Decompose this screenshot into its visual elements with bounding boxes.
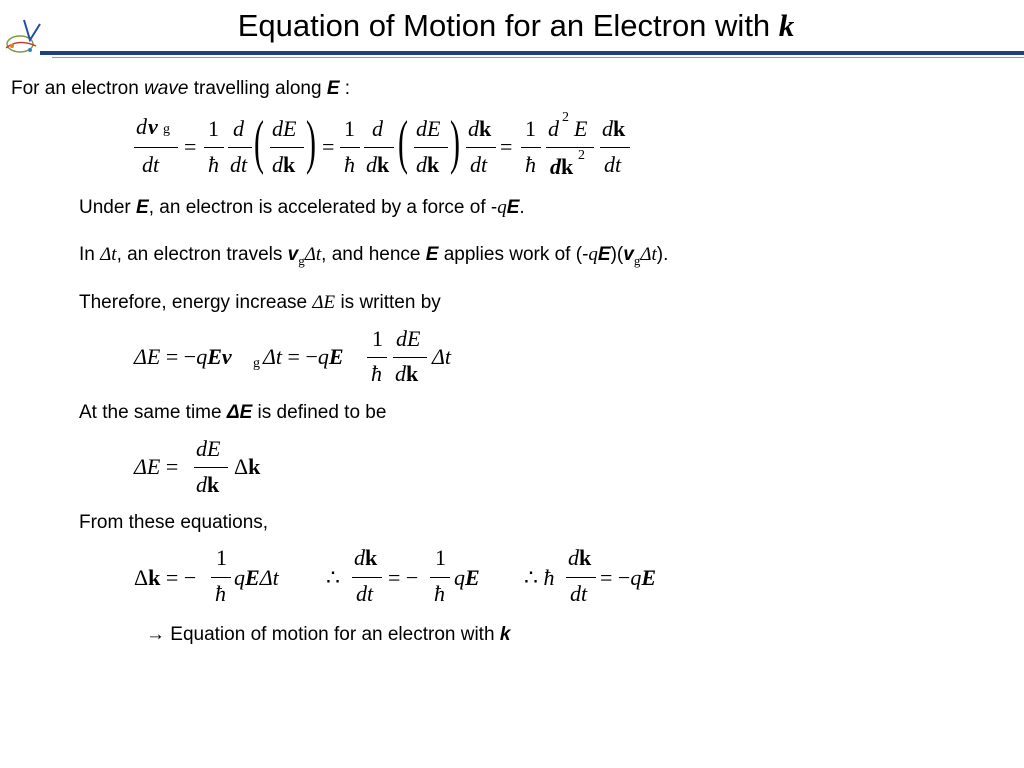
title-rule [40,51,1024,55]
slide-title: Equation of Motion for an Electron with k [237,8,795,43]
delta-e-defined-line: At the same time ΔE is defined to be [79,402,387,423]
energy-increase-line: Therefore, energy increase ΔE is written by [79,292,441,313]
force-line: Under E, an electron is accelerated by a force of -qE. [79,197,525,218]
equation-energy-increase: ΔE = −qEv g Δt = −qE 1 ħ dE dk Δt [134,326,452,386]
arrow-right-icon: → [146,624,165,645]
from-equations-line: From these equations, [79,512,269,533]
title-k-symbol: k [778,8,795,43]
equation-motion-derivation: Δk = − 1 ħ qEΔt ∴ dk dt = − 1 ħ qE ∴ ħ dk dt = −qE [134,545,657,606]
equation-velocity: d v g dt = 1 ħ d dt ( dE dk ) = 1 ħ d dk ( dE dk ) dk dt = 1 ħ d 2 E dk 2 dk dt [132,110,642,185]
work-line: In Δt, an electron travels $v_g\Delta t$, and hence E applies work of $(-qE)(v_g\Delta t)$. [79,244,669,268]
equation-delta-e-definition: ΔE = dE dk Δk [134,436,261,497]
conclusion-line: → Equation of motion for an electron with k [146,624,511,645]
title-rule-thin [52,57,1024,58]
intro-line: For an electron wave travelling along E : [11,78,351,99]
